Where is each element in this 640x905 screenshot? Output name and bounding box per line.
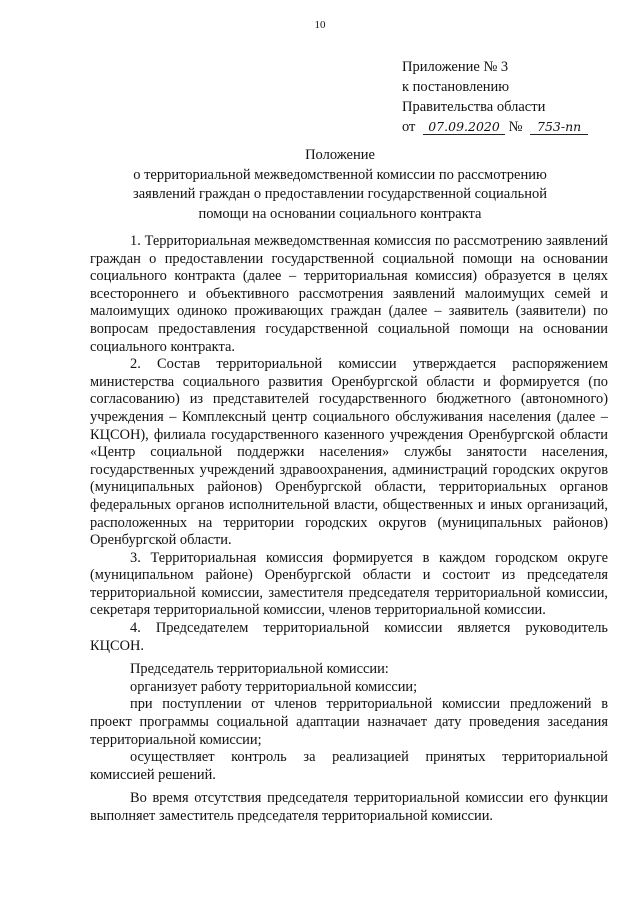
- handwritten-number: 753-пп: [530, 120, 588, 135]
- title-heading: Положение: [305, 147, 375, 163]
- paragraph-1: 1. Территориальная межведомственная комиссия по рассмотрению заявлений граждан о предоставлении государственной социальной помощи на основании социального контракта (далее – территориальная комиссия) образуется в целях всестороннего и объективного рассмотрения заявлений малоимущих семей и малоимущих одиноко проживающих граждан (далее – заявитель (заявители) по вопросам предоставления государственной социальной помощи на основании социального контракта.: [90, 233, 608, 355]
- appendix-date-number-line: [402, 117, 588, 137]
- title-line-4: помощи на основании социального контракта: [198, 205, 482, 222]
- title-line-2: о территориальной межведомственной комиссии по рассмотрению: [133, 166, 547, 183]
- paragraph-chairman-duty-3: осуществляет контроль за реализацией принятых территориальной комиссией решений.: [90, 749, 608, 783]
- document-body: [90, 233, 608, 826]
- title-line-3: заявлений граждан о предоставлении государственной социальной: [132, 186, 547, 202]
- appendix-block: [402, 57, 588, 137]
- number-label: №: [508, 119, 523, 135]
- handwritten-date: 07.09.2020: [423, 120, 505, 135]
- appendix-title: Приложение № 3: [402, 59, 509, 75]
- appendix-resolution-ref: к постановлению: [402, 79, 510, 95]
- paragraph-3: 3. Территориальная комиссия формируется в каждом городском округе (муниципальном районе) Оренбургской области и состоит из председателя территориальной комиссии, заместителя председателя территориальной комиссии, секретаря территориальной комиссии, членов территориальной комиссии.: [90, 549, 608, 619]
- page-number: 10: [314, 19, 326, 31]
- paragraph-chairman-heading: Председатель территориальной комиссии:: [130, 661, 389, 678]
- paragraph-chairman-duty-1: организует работу территориальной комиссии;: [130, 678, 418, 695]
- paragraph-deputy: Во время отсутствия председателя территориальной комиссии его функции выполняет заместитель председателя территориальной комиссии.: [90, 790, 608, 824]
- paragraph-chairman-duty-2: при поступлении от членов территориальной комиссии предложений в проект программы социальной адаптации назначает дату проведения заседания территориальной комиссии;: [90, 696, 608, 748]
- from-label: от: [402, 119, 416, 135]
- document-title: [90, 146, 590, 224]
- appendix-government-ref: Правительства области: [402, 99, 546, 115]
- paragraph-4: 4. Председателем территориальной комиссии является руководитель КЦСОН.: [90, 620, 608, 654]
- paragraph-2: 2. Состав территориальной комиссии утверждается распоряжением министерства социального развития Оренбургской области и формируется (по согласованию) из представителей государственного бюджетного (автономного) учреждения – Комплексный центр социального обслуживания населения (далее – КЦСОН), филиала государственного казенного учреждения Оренбургской области «Центр социальной поддержки населения» службы занятости населения, государственных учреждений здравоохранения, администраций городских округов (муниципальных районов) Оренбургской области, территориальных органов федеральных органов исполнительной власти, общественных и иных организаций, расположенных на территории городских округов (муниципальных районов) Оренбургской области.: [90, 356, 608, 549]
